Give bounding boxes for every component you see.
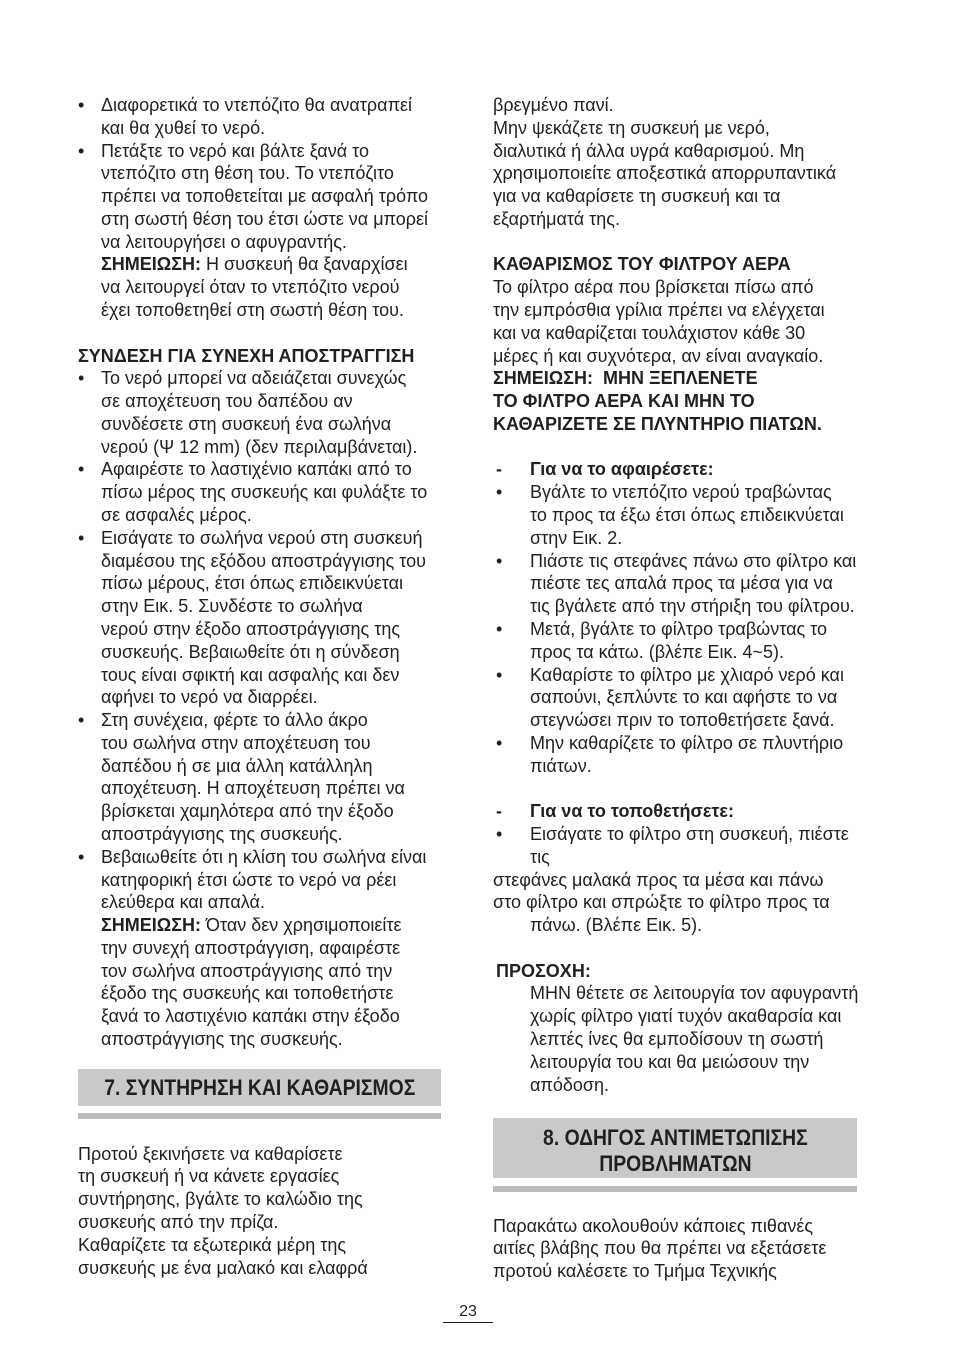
bullet-text: • Βγάλτε το ντεπόζιτο νερού τραβώντας το προς τα έξω έτσι όπως επιδεικνύεται στην Εικ. 2. bbox=[530, 482, 844, 548]
list-item bbox=[78, 94, 458, 140]
section-divider bbox=[78, 1113, 441, 1119]
list-item bbox=[493, 618, 893, 664]
bullet-text: • Βεβαιωθείτε ότι η κλίση του σωλήνα είναι κατηφορική έτσι ώστε το νερό να ρέει ελεύθερα και απαλά. bbox=[101, 846, 427, 913]
list-item bbox=[78, 367, 458, 458]
note-label: ΣΗΜΕΙΩΣΗ: bbox=[101, 254, 202, 275]
bullet-text: • Εισάγατε το φίλτρο στη συσκευή, πιέστε τις bbox=[530, 823, 849, 867]
subheading-install: - Για να το τοποθετήσετε: bbox=[493, 800, 893, 823]
list-item bbox=[493, 823, 893, 869]
bullet-text: • Εισάγατε το σωλήνα νερού στη συσκευή διαμέσου της εξόδου αποστράγγισης του πίσω μέρους, έτσι όπως επιδεικνύεται στην Εικ. 5. Συνδέστε το σωλήνα νερού στην έξοδο αποστράγγισης της συσκευής. Βεβαιωθείτε ότι η σύνδεση τους είναι σφικτή και ασφαλής και δεν αφήνει το νερό να διαρρέει. bbox=[101, 527, 427, 708]
troubleshooting-paragraph: Παρακάτω ακολουθούν κάποιες πιθανές αιτίες βλάβης που θα πρέπει να εξετάσετε προτού καλέσετε το Τμήμα Τεχνικής bbox=[493, 1215, 827, 1282]
note-text: Όταν δεν χρησιμοποιείτε την συνεχή αποστράγγιση, αφαιρέστε τον σωλήνα αποστράγγισης από την έξοδο της συσκευής και τοποθετήστε ξανά το λαστιχένιο καπάκι στην έξοδο αποστράγγισης της συσκευής. bbox=[101, 915, 402, 1050]
right-column bbox=[493, 94, 893, 1096]
section-divider bbox=[493, 1186, 857, 1192]
section-header-maintenance bbox=[78, 1069, 441, 1106]
bullet-text: • Πιάστε τις στεφάνες πάνω στο φίλτρο και πιέστε τες απαλά προς τα μέσα για να τις βγάλετε από την στήριξη του φίλτρου. bbox=[530, 550, 857, 617]
left-column bbox=[78, 94, 458, 1051]
bullet-text: • Μην καθαρίζετε το φίλτρο σε πλυντήριο πιάτων. bbox=[530, 732, 844, 776]
bullet-text: • Αφαιρέστε το λαστιχένιο καπάκι από το πίσω μέρος της συσκευής και φυλάξτε το σε ασφαλές μέρος. bbox=[101, 459, 428, 526]
paragraph: βρεγμένο πανί. Μην ψεκάζετε τη συσκευή με νερό, διαλυτικά ή άλλα υγρά καθαρισμού. Μη χρησιμοποιείτε αποξεστικά απορρυπαντικά για να καθαρίσετε τη συσκευή και τα εξαρτήματά της. bbox=[493, 95, 837, 229]
section-header-troubleshooting bbox=[493, 1118, 857, 1178]
note bbox=[101, 253, 458, 321]
list-item bbox=[78, 140, 458, 322]
list-item bbox=[78, 709, 458, 846]
note bbox=[101, 914, 458, 1051]
caution-label: ΠΡΟΣΟΧΗ: bbox=[496, 960, 591, 981]
bullet-text: • Διαφορετικά το ντεπόζιτο θα ανατραπεί και θα χυθεί το νερό. bbox=[101, 95, 413, 138]
list-item bbox=[493, 481, 893, 549]
paragraph: πάνω. (Βλέπε Εικ. 5). bbox=[530, 915, 703, 936]
paragraph: στεφάνες μαλακά προς τα μέσα και πάνω στο φίλτρο και σπρώξτε το φίλτρο προς τα bbox=[493, 869, 830, 913]
list-item bbox=[493, 732, 893, 778]
bullet-text: • Καθαρίστε το φίλτρο με χλιαρό νερό και σαπούνι, ξεπλύντε το και αφήστε το να στεγνώσει πριν το τοποθετήσετε ξανά. bbox=[530, 664, 844, 731]
paragraph: Το φίλτρο αέρα που βρίσκεται πίσω από την εμπρόσθια γρίλια πρέπει να ελέγχεται και να καθαρίζεται τουλάχιστον κάθε 30 μέρες ή και συχνότερα, αν είναι αναγκαίο. bbox=[493, 277, 825, 366]
caution-text: ΜΗΝ θέτετε σε λειτουργία τον αφυγραντή χωρίς φίλτρο γιατί τυχόν ακαθαρσία και λεπτές ίνες θα εμποδίσουν τη σωστή λειτουργία του και θα μειώσουν την απόδοση. bbox=[530, 983, 859, 1095]
bullet-text: • Στη συνέχεια, φέρτε το άλλο άκρο του σωλήνα στην αποχέτευση του δαπέδου ή σε μια άλλη κατάλληλη αποχέτευση. Η αποχέτευση πρέπει να βρίσκεται χαμηλότερα από την έξοδο αποστράγγισης της συσκευής. bbox=[101, 710, 405, 844]
subheading-remove: - Για να το αφαιρέσετε: bbox=[493, 458, 893, 481]
note-text: Η συσκευή θα ξαναρχίσει να λειτουργεί όταν το ντεπόζιτο νερού έχει τοποθετηθεί στη σωστή θέση του. bbox=[101, 254, 408, 321]
note: ΣΗΜΕΙΩΣΗ: ΜΗΝ ΞΕΠΛΕΝΕΤΕ ΤΟ ΦΙΛΤΡΟ ΑΕΡΑ ΚΑΙ ΜΗΝ ΤΟ ΚΑΘΑΡΙΖΕΤΕ ΣΕ ΠΛΥΝΤΗΡΙΟ ΠΙΑΤΩΝ. bbox=[493, 368, 822, 434]
maintenance-paragraph: Προτού ξεκινήσετε να καθαρίσετε τη συσκευή ή να κάνετε εργασίες συντήρησης, βγάλτε το καλώδιο της συσκευής από την πρίζα. Καθαρίζετε τα εξωτερικά μέρη της συσκευής με ένα μαλακό και ελαφρά bbox=[78, 1143, 368, 1278]
section-heading-filter: ΚΑΘΑΡΙΣΜΟΣ ΤΟΥ ΦΙΛΤΡΟΥ ΑΕΡΑ bbox=[493, 254, 791, 275]
list-item bbox=[493, 664, 893, 732]
section-title: 8. ΟΔΗΓΟΣ ΑΝΤΙΜΕΤΩΠΙΣΗΣ ΠΡΟΒΛΗΜΑΤΩΝ bbox=[542, 1125, 808, 1176]
bullet-text: • Μετά, βγάλτε το φίλτρο τραβώντας το προς τα κάτω. (βλέπε Εικ. 4~5). bbox=[530, 618, 828, 662]
list-item bbox=[78, 458, 458, 526]
list-item bbox=[78, 527, 458, 709]
note-label: ΣΗΜΕΙΩΣΗ: bbox=[101, 915, 202, 936]
bullet-text: • Πετάξτε το νερό και βάλτε ξανά το ντεπόζιτο στη θέση του. Το ντεπόζιτο πρέπει να τοποθετείται με ασφαλή τρόπο στη σωστή θέση του έτσι ώστε να μπορεί να λειτουργήσει ο αφυγραντής. bbox=[101, 140, 429, 252]
bullet-text: • Το νερό μπορεί να αδειάζεται συνεχώς σε αποχέτευση του δαπέδου αν συνδέσετε στη συσκευή ένα σωλήνα νερού (Ψ 12 mm) (δεν περιλαμβάνεται). bbox=[101, 368, 418, 457]
page-number: 23 bbox=[443, 1302, 493, 1323]
list-item bbox=[78, 846, 458, 1051]
list-item bbox=[493, 550, 893, 618]
section-heading-drain: ΣΥΝΔΕΣΗ ΓΙΑ ΣΥΝΕΧΗ ΑΠΟΣΤΡΑΓΓΙΣΗ bbox=[78, 345, 415, 366]
section-title: 7. ΣΥΝΤΗΡΗΣΗ ΚΑΙ ΚΑΘΑΡΙΣΜΟΣ bbox=[103, 1075, 416, 1100]
